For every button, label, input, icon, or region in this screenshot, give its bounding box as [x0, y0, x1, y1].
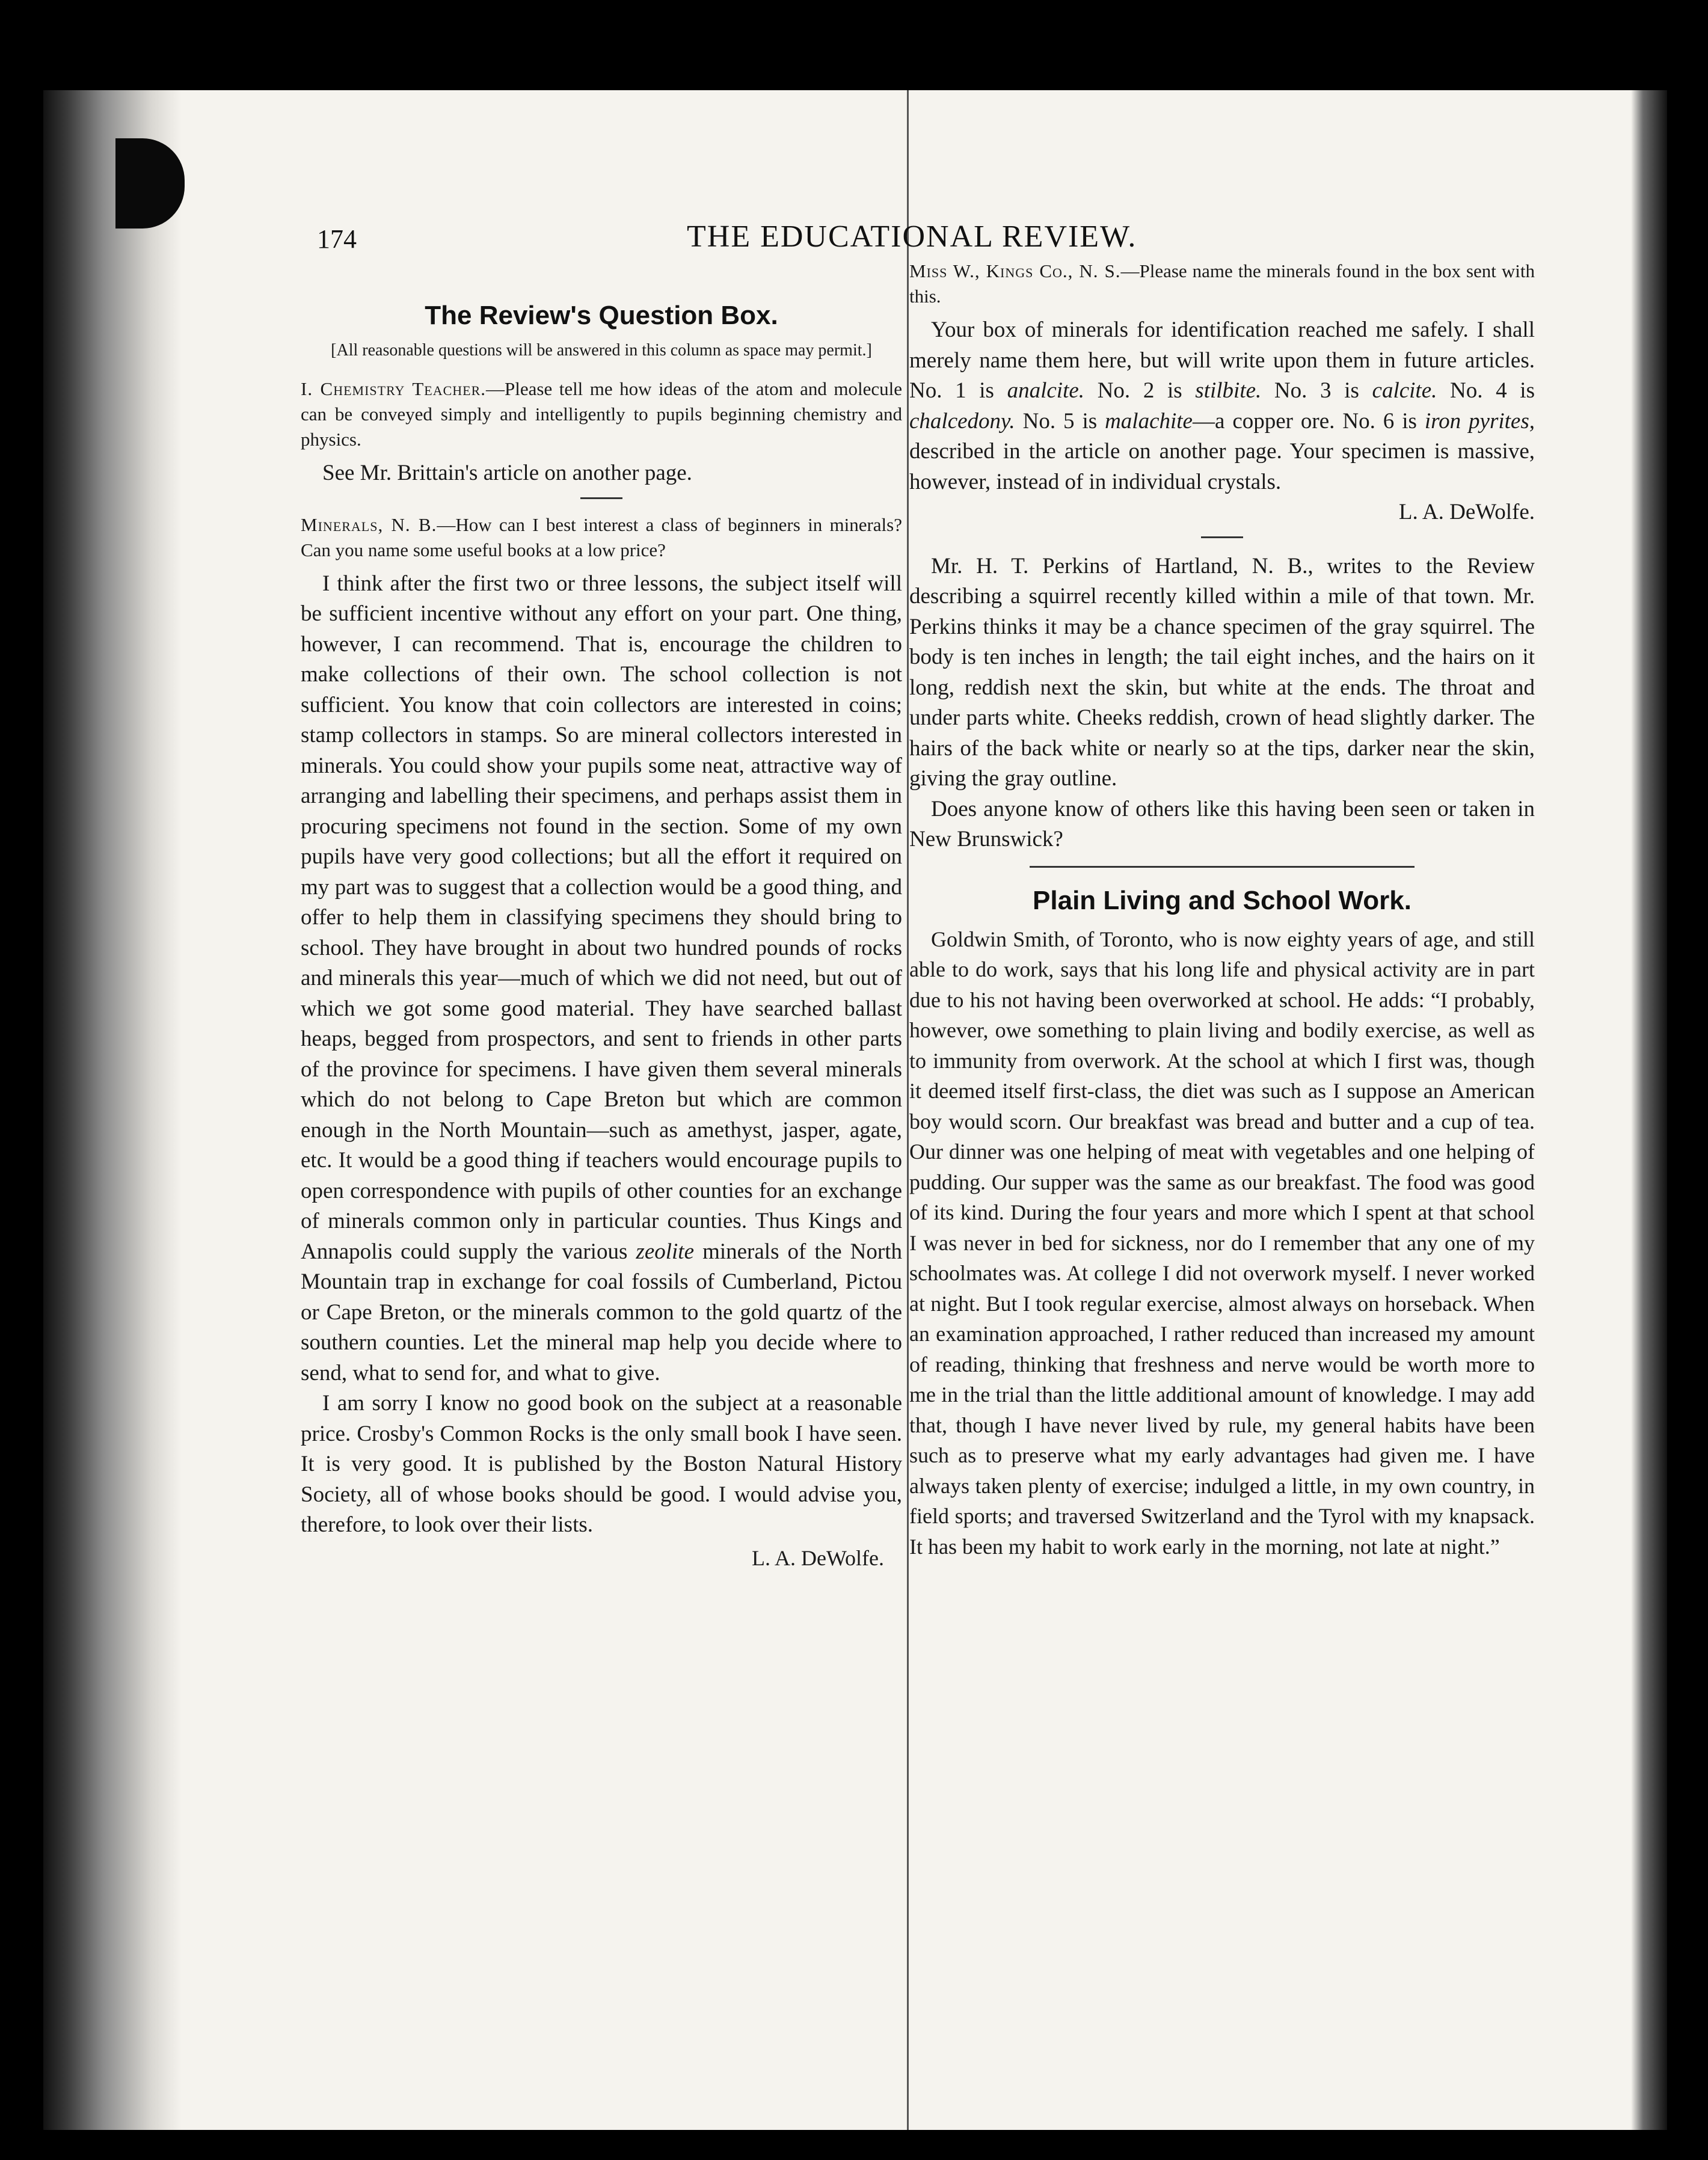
- question-3: [909, 259, 1535, 309]
- question-1: [301, 376, 902, 452]
- perkins-paragraph-2: Does anyone know of others like this having been seen or taken in New Brunswick?: [909, 796, 1535, 851]
- column-divider: [907, 90, 909, 2130]
- answer-3-text: No. 3 is: [1261, 378, 1372, 403]
- question-1-lead: I. Chemistry Teacher.: [301, 378, 487, 399]
- mineral-name: analcite.: [1007, 378, 1085, 403]
- answer-2-zeolite: zeolite: [636, 1239, 695, 1264]
- question-1-text: —Please tell me how ideas of the atom and molecule can be conveyed simply and intelligently to pupils beginning chemistry and physics.: [301, 378, 902, 450]
- scanned-page: [43, 90, 1667, 2130]
- signature: L. A. DeWolfe.: [751, 1545, 884, 1570]
- mineral-name: malachite: [1105, 408, 1193, 434]
- editor-note: [All reasonable questions will be answered in this column as space may permit.]: [331, 341, 872, 360]
- answer-1: See Mr. Brittain's article on another page.: [322, 461, 692, 485]
- perkins-paragraph-1: Mr. H. T. Perkins of Hartland, N. B., writes to the Review describing a squirrel recently killed within a mile of that town. Mr. Perkins thinks it may be a chance specimen of the gray squirrel. The body is ten inches in length; the tail eight inches, and the hairs on it long, reddish next the skin, but white at the ends. The throat and under parts white. Cheeks reddish, crown of head slightly darker. The hairs of the back white or nearly so at the tips, darker near the skin, giving the gray outline.: [909, 553, 1535, 791]
- mineral-name: iron pyrites,: [1424, 408, 1535, 434]
- question-2-text: —How can I best interest a class of beginners in minerals? Can you name some useful books at a low price?: [301, 514, 902, 560]
- plain-living-paragraph: Goldwin Smith, of Toronto, who is now eighty years of age, and still able to do work, says that his long life and physical activity are in part due to his not having been overworked at school. He adds: “I probably, however, owe something to plain living and bodily exercise, as well as to immunity from overwork. At the school at which I first was, though it deemed itself first-class, the diet was such as I suppose an American boy would scorn. Our breakfast was bread and butter and a cup of tea. Our dinner was one helping of meat with vegetables and one helping of pudding. Our supper was the same as our breakfast. The food was good of its kind. During the four years and more which I spent at that school I was never in bed for sickness, nor do I remember that any one of my schoolmates was. At college I did not overwork myself. I never worked at night. But I took regular exercise, almost always on horseback. When an examination approached, I rather reduced than increased my amount of reading, thinking that freshness and nerve would be worth more to me in the trial than the little additional amount of knowledge. I may add that, though I have never lived by rule, my general habits have been such as to preserve what my early advantages had given me. I have always taken plenty of exercise; indulged a little, in my own country, in field sports; and traversed Switzerland and the Tyrol with my knapsack. It has been my habit to work early in the morning, not late at night.”: [909, 927, 1535, 1559]
- section-title-2: Plain Living and School Work.: [1033, 885, 1412, 915]
- question-3-text: —Please name the minerals found in the box sent with this.: [909, 260, 1535, 307]
- answer-3-text: —a copper ore. No. 6 is: [1192, 408, 1425, 434]
- answer-2-text-end: minerals of the North Mountain trap in exchange for coal fossils of Cumberland, Pictou or Cape Breton, or the minerals common to the gold quartz of the southern counties. Let the mineral map help you decide where to send, what to send for, and what to give.: [301, 1239, 903, 1385]
- answer-2-text: I think after the first two or three lessons, the subject itself will be sufficient incentive without any effort on your part. One thing, however, I can recommend. That is, encourage the children to make collections of their own. The school collection is not sufficient. You know that coin collectors are interested in coins; stamp collectors in stamps. So are mineral collectors interested in minerals. You could show your pupils some neat, attractive way of arranging and labelling their specimens, and perhaps assist them in procuring specimens not found in the section. Some of my own pupils have very good collections; but all the effort it required on my part was to suggest that a collection would be a good thing, and offer to help them in classifying specimens they should bring to school. They have brought in about two hundred pounds of rocks and minerals this year—much of which we did not need, but out of which we got some good material. They have searched ballast heaps, begged from prospectors, and sent to friends in other parts of the province for specimens. I have given them several minerals which do not belong to Cape Breton but which are common enough in the North Mountain—such as amethyst, jasper, agate, etc. It would be a good thing if teachers would encourage pupils to open correspondence with pupils of other counties for an exchange of minerals common only in particular counties. Thus Kings and Annapolis could supply the various: [301, 571, 902, 1264]
- mineral-name: calcite.: [1372, 378, 1437, 403]
- answer-3-text: described in the article on another page. Your specimen is massive, however, instead of in individual crystals.: [909, 439, 1535, 494]
- page-edge-shadow: [1631, 90, 1667, 2130]
- binding-shadow: [43, 90, 182, 2130]
- mineral-name: chalcedony.: [909, 408, 1015, 434]
- answer-3-text: No. 4 is: [1437, 378, 1535, 403]
- question-2: [301, 512, 902, 563]
- signature: L. A. DeWolfe.: [1398, 500, 1535, 524]
- question-2-lead: Minerals, N. B.: [301, 514, 437, 535]
- answer-3-text: No. 5 is: [1015, 408, 1105, 434]
- running-header: THE EDUCATIONAL REVIEW.: [687, 219, 1137, 254]
- mineral-name: stilbite.: [1195, 378, 1262, 403]
- separator-rule: [1201, 536, 1243, 538]
- answer-3-text: Your box of minerals for identification reached me safely. I shall merely name them here, but will write upon them in future articles. No. 1 is: [909, 318, 1535, 403]
- answer-3-text: No. 2 is: [1084, 378, 1196, 403]
- section-rule: [1030, 866, 1415, 868]
- right-column: [909, 259, 1535, 1562]
- left-column: [301, 301, 902, 1571]
- section-title: The Review's Question Box.: [425, 301, 778, 330]
- question-3-lead: Miss W., Kings Co., N. S.: [909, 260, 1121, 281]
- separator-rule: [580, 497, 622, 499]
- answer-3: [909, 315, 1535, 528]
- answer-2-paragraph-1: [301, 569, 902, 1389]
- page-number: 174: [317, 224, 357, 254]
- answer-2-paragraph-2: I am sorry I know no good book on the subject at a reasonable price. Crosby's Common Rocks is the only small book I have seen. It is very good. It is published by the Boston Natural History Society, all of whose books should be good. I would advise you, therefore, to look over their lists.: [301, 1391, 902, 1537]
